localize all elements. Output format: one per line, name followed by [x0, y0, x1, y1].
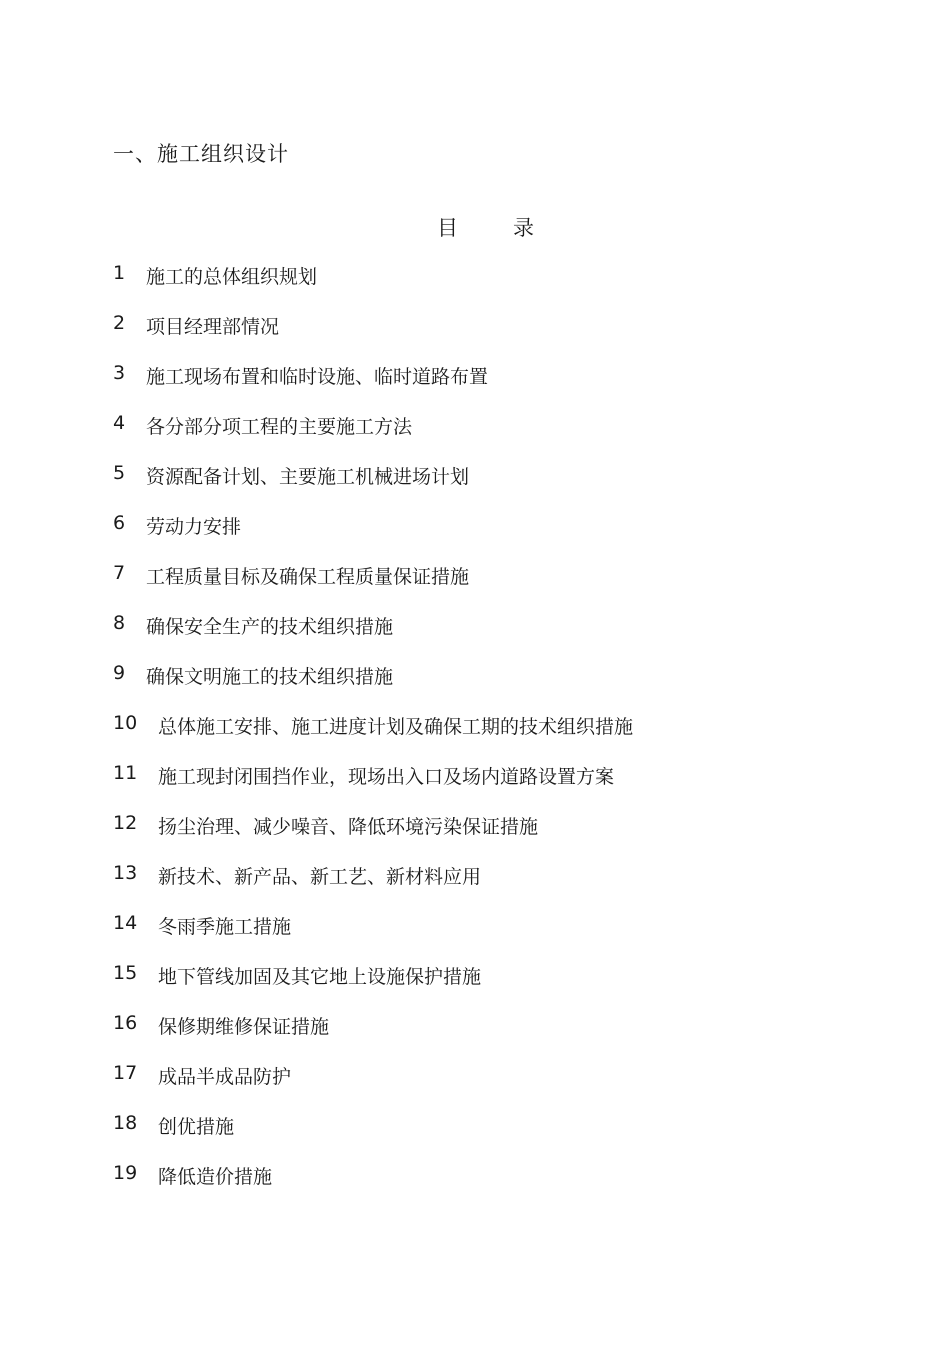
toc-item-text: 工程质量目标及确保工程质量保证措施	[146, 566, 470, 588]
toc-item-number: 12	[113, 812, 138, 834]
toc-item	[113, 662, 913, 712]
toc-item-text: 资源配备计划、主要施工机械进场计划	[146, 466, 470, 488]
toc-item-text: 创优措施	[158, 1116, 235, 1138]
toc-item	[113, 962, 913, 1012]
toc-item-number: 17	[113, 1062, 138, 1084]
toc-item	[113, 1112, 913, 1162]
toc-item-text: 成品半成品防护	[158, 1066, 292, 1088]
toc-item	[113, 312, 913, 362]
toc-item	[113, 1162, 913, 1212]
toc-item	[113, 462, 913, 512]
toc-item-text: 新技术、新产品、新工艺、新材料应用	[158, 866, 482, 888]
toc-item-text: 冬雨季施工措施	[158, 916, 292, 938]
toc-item-text: 扬尘治理、减少噪音、降低环境污染保证措施	[158, 816, 539, 838]
toc-item-text: 确保安全生产的技术组织措施	[146, 616, 394, 638]
toc-item-text: 施工现封闭围挡作业，现场出入口及场内道路设置方案	[158, 766, 615, 788]
section-heading: 一、施工组织设计	[113, 142, 289, 166]
toc-item	[113, 1012, 913, 1062]
toc-title-char-1: 目	[437, 216, 458, 240]
toc-item-text: 施工现场布置和临时设施、临时道路布置	[146, 366, 489, 388]
toc-item-number: 7	[113, 562, 126, 584]
toc-item-number: 3	[113, 362, 126, 384]
toc-item-number: 8	[113, 612, 126, 634]
toc-item	[113, 512, 913, 562]
toc-item-number: 10	[113, 712, 138, 734]
toc-item	[113, 812, 913, 862]
toc-item-text: 确保文明施工的技术组织措施	[146, 666, 394, 688]
toc-item	[113, 362, 913, 412]
toc-item	[113, 762, 913, 812]
toc-item-text: 施工的总体组织规划	[146, 266, 318, 288]
toc-item-text: 项目经理部情况	[146, 316, 280, 338]
toc-item-text: 劳动力安排	[146, 516, 242, 538]
toc-item-number: 13	[113, 862, 138, 884]
toc-item	[113, 1062, 913, 1112]
toc-title-char-2: 录	[513, 216, 534, 240]
toc-item	[113, 862, 913, 912]
toc-item-number: 14	[113, 912, 138, 934]
toc-item	[113, 712, 913, 762]
toc-item-number: 9	[113, 662, 126, 684]
toc-item-number: 1	[113, 262, 126, 284]
toc-item-number: 16	[113, 1012, 138, 1034]
toc-item-number: 5	[113, 462, 126, 484]
toc-item	[113, 612, 913, 662]
toc-item-number: 4	[113, 412, 126, 434]
toc-item	[113, 912, 913, 962]
table-of-contents	[113, 262, 913, 1212]
toc-item-text: 总体施工安排、施工进度计划及确保工期的技术组织措施	[158, 716, 634, 738]
toc-item	[113, 562, 913, 612]
toc-item-number: 19	[113, 1162, 138, 1184]
toc-item-number: 6	[113, 512, 126, 534]
toc-item-text: 降低造价措施	[158, 1166, 273, 1188]
toc-item	[113, 412, 913, 462]
toc-item-number: 15	[113, 962, 138, 984]
toc-item-text: 保修期维修保证措施	[158, 1016, 330, 1038]
toc-item-number: 11	[113, 762, 138, 784]
toc-item-number: 2	[113, 312, 126, 334]
toc-item-text: 地下管线加固及其它地上设施保护措施	[158, 966, 482, 988]
toc-item-text: 各分部分项工程的主要施工方法	[146, 416, 413, 438]
toc-item	[113, 262, 913, 312]
toc-item-number: 18	[113, 1112, 138, 1134]
